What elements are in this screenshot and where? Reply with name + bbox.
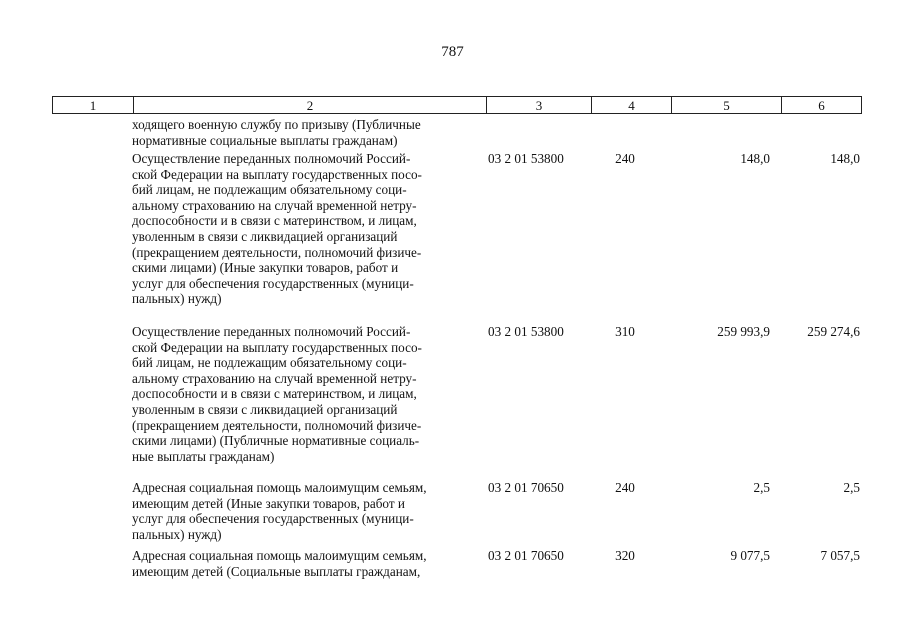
- row-description: Осуществление переданных полномочий Россий- ской Федерации на выплату государственных посо- бий лицам, не подлежащим обязательному соци- альному страхованию на случай временной нетру- доспособности и в связи с материнством, и лицам, уволенным в связи с ликвидацией организаций (прекращением деятельности, полномочий физиче- скими лицами) (Иные закупки товаров, работ и услуг для обеспечения государственных (муници- пальных) нужд): [132, 151, 422, 307]
- header-col-2: 2: [133, 97, 486, 113]
- row-value-6: 148,0: [830, 151, 860, 166]
- header-col-4: 4: [591, 97, 671, 113]
- row-value-6: 259 274,6: [807, 324, 860, 339]
- header-col-6: 6: [781, 97, 861, 113]
- row-value-5: 9 077,5: [730, 548, 770, 563]
- row-description: ходящего военную службу по призыву (Публичные нормативные социальные выплаты гражданам): [132, 117, 421, 148]
- row-vr: 240: [615, 480, 635, 495]
- row-value-6: 2,5: [843, 480, 860, 495]
- row-description: Адресная социальная помощь малоимущим семьям, имеющим детей (Социальные выплаты гражданам,: [132, 548, 427, 579]
- row-value-5: 2,5: [753, 480, 770, 495]
- row-value-5: 148,0: [740, 151, 770, 166]
- row-vr: 240: [615, 151, 635, 166]
- row-vr: 320: [615, 548, 635, 563]
- row-code: 03 2 01 70650: [488, 548, 564, 563]
- header-col-1: 1: [89, 98, 97, 113]
- header-col-3: 3: [486, 97, 591, 113]
- row-description: Адресная социальная помощь малоимущим семьям, имеющим детей (Иные закупки товаров, работ и услуг для обеспечения государственных (муници- пальных) нужд): [132, 480, 427, 542]
- row-value-5: 259 993,9: [717, 324, 770, 339]
- row-code: 03 2 01 53800: [488, 324, 564, 339]
- row-code: 03 2 01 53800: [488, 151, 564, 166]
- header-col-5: 5: [671, 97, 781, 113]
- table-header: [52, 96, 862, 114]
- row-value-6: 7 057,5: [820, 548, 860, 563]
- page-number: 787: [441, 44, 464, 60]
- row-code: 03 2 01 70650: [488, 480, 564, 495]
- row-description: Осуществление переданных полномочий Россий- ской Федерации на выплату государственных посо- бий лицам, не подлежащим обязательному соци- альному страхованию на случай временной нетру- доспособности и в связи с материнством, и лицам, уволенным в связи с ликвидацией организаций (прекращением деятельности, полномочий физиче- скими лицами) (Публичные нормативные социаль- ные выплаты гражданам): [132, 324, 422, 464]
- row-vr: 310: [615, 324, 635, 339]
